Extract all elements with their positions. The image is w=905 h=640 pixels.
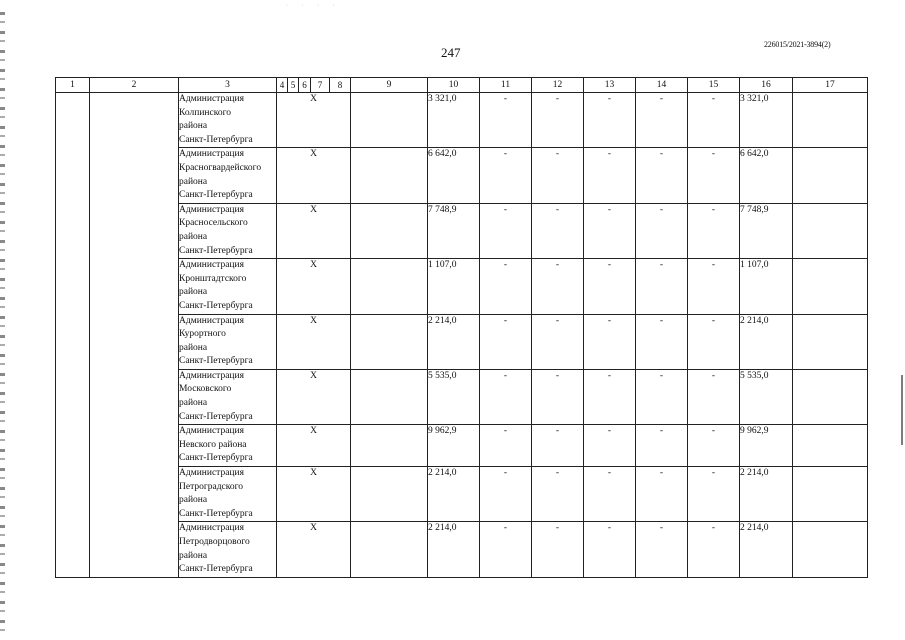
agency-name-cell [179,148,277,203]
amount-col10: 7 748,9 [428,203,480,258]
dash-col12: - [532,522,584,577]
dash-col14: - [636,522,688,577]
dash-col11: - [480,259,532,314]
dash-col14: - [636,425,688,467]
column-number-row [56,78,868,93]
column-header: 8 [330,78,351,93]
table-row [56,93,868,148]
agency-name-line: Санкт-Петербурга [179,356,253,367]
column-header: 6 [299,78,311,93]
amount-col16: 6 642,0 [740,148,793,203]
mark-cell: Х [277,93,351,148]
agency-name-line: Администрация [179,94,244,104]
mark-cell: Х [277,148,351,203]
column-header: 1 [56,78,90,93]
mark-cell: Х [277,425,351,467]
amount-col16: 3 321,0 [740,93,793,148]
dash-col15: - [688,467,740,522]
amount-col16: 9 962,9 [740,425,793,467]
amount-col10: 2 214,0 [428,522,480,577]
dash-col11: - [480,93,532,148]
dash-col13: - [584,259,636,314]
dash-col11: - [480,369,532,424]
amount-col16: 7 748,9 [740,203,793,258]
agency-name-line: района [179,495,208,506]
cell-col9 [351,314,428,369]
dash-col11: - [480,522,532,577]
budget-table [55,77,868,578]
dash-col12: - [532,259,584,314]
mark-cell: Х [277,522,351,577]
column-header: 17 [793,78,868,93]
cell-col9 [351,93,428,148]
agency-name-line: Администрация [179,315,244,326]
cell-col9 [351,148,428,203]
agency-name-line: Администрация [179,523,244,534]
dash-col12: - [532,93,584,148]
cell-col17 [793,522,868,577]
amount-col16: 2 214,0 [740,467,793,522]
dash-col15: - [688,425,740,467]
dash-col11: - [480,425,532,467]
dash-col12: - [532,314,584,369]
amount-col10: 1 107,0 [428,259,480,314]
document-reference: 226015/2021-3894(2) [764,40,831,49]
dash-col13: - [584,93,636,148]
cell-col9 [351,369,428,424]
cell-col9 [351,203,428,258]
column-header: 15 [688,78,740,93]
agency-name-line: Курортного [179,329,226,340]
agency-name-line: Санкт-Петербурга [179,508,253,519]
dash-col14: - [636,467,688,522]
amount-col10: 3 321,0 [428,93,480,148]
agency-name-cell [179,467,277,522]
agency-name-line: района [179,176,208,187]
column-header: 16 [740,78,793,93]
column-header: 4 [277,78,288,93]
amount-col16: 2 214,0 [740,522,793,577]
agency-name-line: Санкт-Петербурга [179,190,253,201]
agency-name-line: Администрация [179,468,244,479]
dash-col15: - [688,314,740,369]
dash-col15: - [688,259,740,314]
agency-name-line: Санкт-Петербурга [179,134,253,145]
cell-col1 [56,93,90,578]
amount-col10: 2 214,0 [428,314,480,369]
dash-col12: - [532,203,584,258]
agency-name-cell [179,93,277,148]
mark-cell: Х [277,203,351,258]
cell-col17 [793,93,868,148]
agency-name-line: района [179,398,208,409]
dash-col12: - [532,148,584,203]
agency-name-line: Санкт-Петербурга [179,411,253,422]
mark-cell: Х [277,314,351,369]
agency-name-line: района [179,231,208,242]
column-header: 12 [532,78,584,93]
dash-col15: - [688,203,740,258]
dash-col14: - [636,259,688,314]
amount-col16: 2 214,0 [740,314,793,369]
column-header: 9 [351,78,428,93]
cell-col17 [793,314,868,369]
amount-col16: 5 535,0 [740,369,793,424]
agency-name-line: Администрация [179,426,244,437]
cell-col9 [351,467,428,522]
agency-name-cell [179,369,277,424]
amount-col10: 6 642,0 [428,148,480,203]
mark-cell: Х [277,259,351,314]
scan-noise: · · · · [286,3,341,9]
column-header: 14 [636,78,688,93]
dash-col15: - [688,369,740,424]
agency-name-cell [179,203,277,258]
dash-col14: - [636,314,688,369]
dash-col13: - [584,369,636,424]
column-header: 5 [288,78,299,93]
agency-name-line: Санкт-Петербурга [179,245,253,256]
cell-col17 [793,467,868,522]
column-header: 10 [428,78,480,93]
column-header: 11 [480,78,532,93]
agency-name-line: Санкт-Петербурга [179,564,253,575]
dash-col13: - [584,148,636,203]
agency-name-line: Петроградского [179,481,244,492]
dash-col11: - [480,467,532,522]
mark-cell: Х [277,467,351,522]
cell-col17 [793,425,868,467]
agency-name-line: района [179,287,208,298]
agency-name-cell [179,314,277,369]
dash-col13: - [584,467,636,522]
dash-col15: - [688,522,740,577]
column-header: 3 [179,78,277,93]
agency-name-line: Колпинского [179,107,231,118]
agency-name-line: района [179,342,208,353]
agency-name-line: Администрация [179,370,244,381]
amount-col10: 9 962,9 [428,425,480,467]
amount-col10: 2 214,0 [428,467,480,522]
cell-col17 [793,203,868,258]
dash-col13: - [584,314,636,369]
agency-name-cell [179,522,277,577]
agency-name-cell [179,425,277,467]
dash-col14: - [636,369,688,424]
dash-col12: - [532,467,584,522]
agency-name-line: Невского района [179,439,247,450]
binding-edge-marks [0,12,5,632]
agency-name-line: Петродворцового [179,537,250,547]
dash-col14: - [636,203,688,258]
dash-col13: - [584,203,636,258]
cell-col17 [793,259,868,314]
cell-col17 [793,148,868,203]
dash-col11: - [480,148,532,203]
agency-name-cell [179,259,277,314]
column-header: 13 [584,78,636,93]
agency-name-line: Санкт-Петербурга [179,300,253,311]
cell-col17 [793,369,868,424]
agency-name-line: района [179,550,208,561]
dash-col13: - [584,522,636,577]
page-number: 247 [441,45,461,60]
column-header: 2 [90,78,179,93]
amount-col16: 1 107,0 [740,259,793,314]
dash-col14: - [636,93,688,148]
amount-col10: 5 535,0 [428,369,480,424]
agency-name-line: Красногвардейского [179,162,262,173]
cell-col2 [90,93,179,578]
agency-name-line: Администрация [179,260,244,271]
dash-col11: - [480,203,532,258]
cell-col9 [351,425,428,467]
dash-col12: - [532,425,584,467]
agency-name-line: Московского [179,384,232,395]
agency-name-line: Санкт-Петербурга [179,453,253,464]
dash-col15: - [688,148,740,203]
agency-name-line: района [179,121,208,132]
cell-col9 [351,259,428,314]
dash-col15: - [688,93,740,148]
agency-name-line: Кронштадтского [179,273,247,284]
binding-edge-mark-right [901,375,903,445]
mark-cell: Х [277,369,351,424]
dash-col12: - [532,369,584,424]
cell-col9 [351,522,428,577]
column-header: 7 [311,78,330,93]
dash-col14: - [636,148,688,203]
agency-name-line: Администрация [179,204,244,215]
agency-name-line: Красносельского [179,218,248,229]
dash-col11: - [480,314,532,369]
dash-col13: - [584,425,636,467]
agency-name-line: Администрация [179,149,244,160]
